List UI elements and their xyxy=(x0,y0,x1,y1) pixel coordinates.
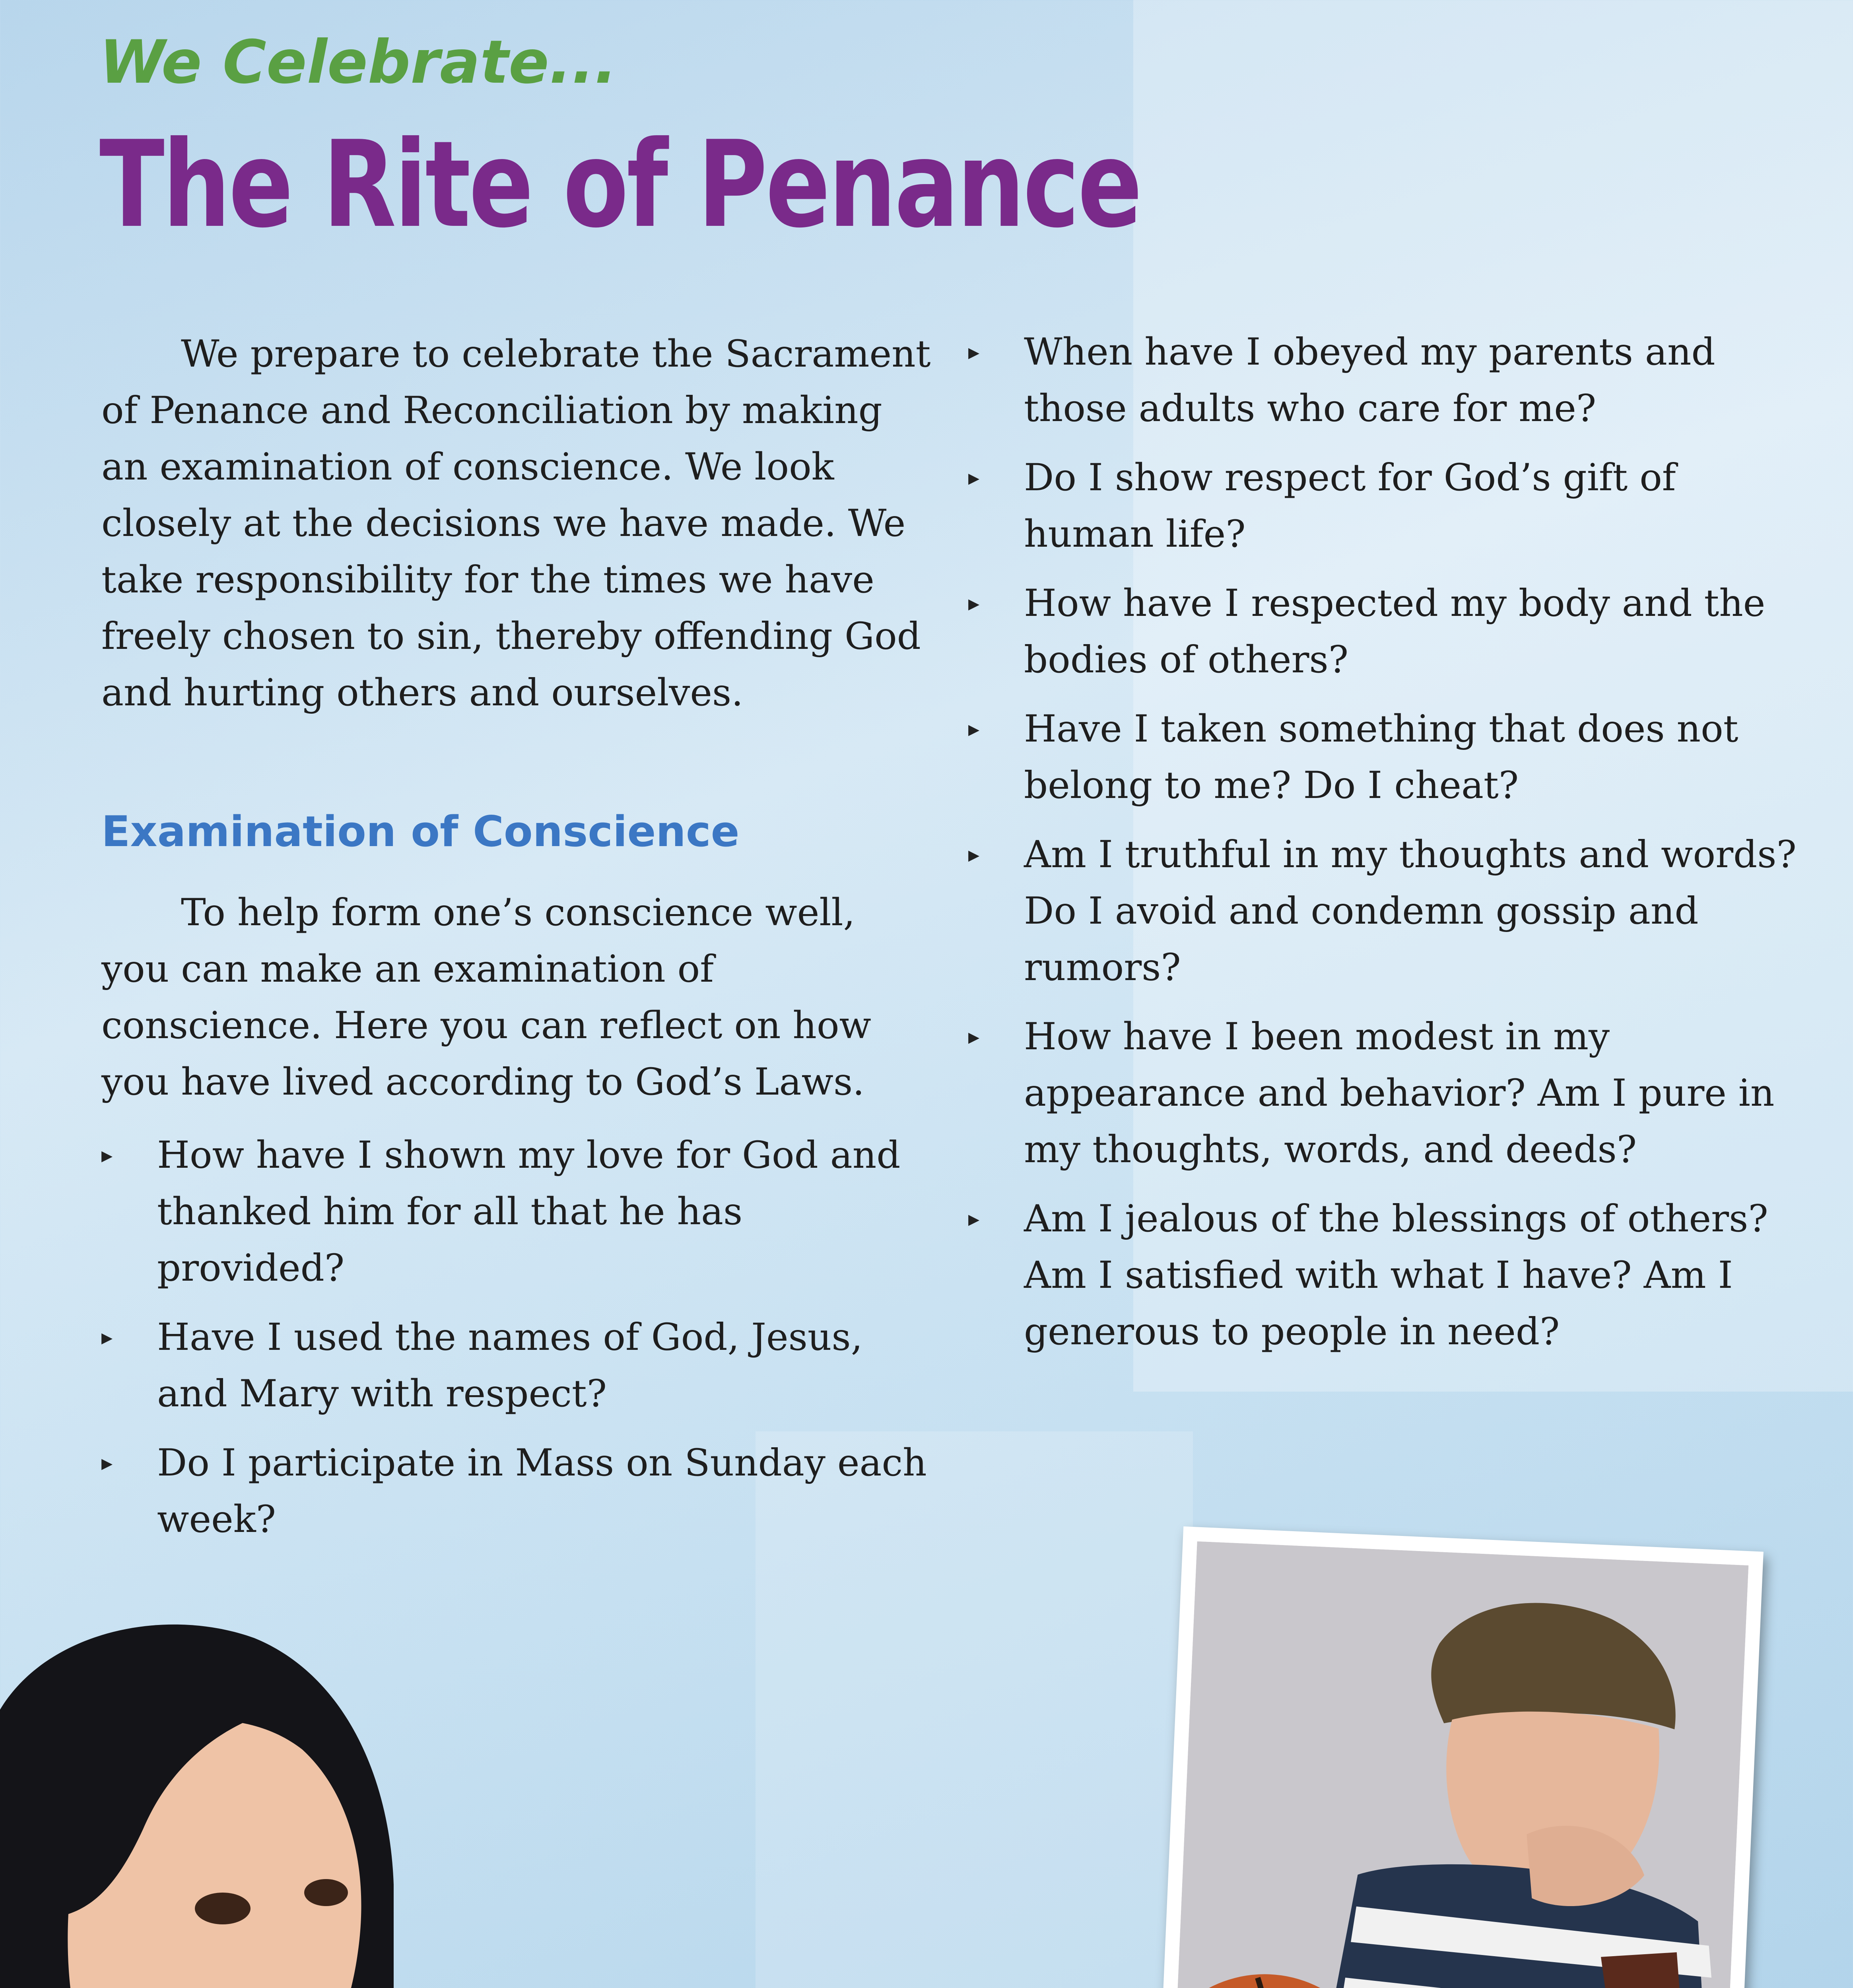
bullet-icon: ▸ xyxy=(101,1324,113,1350)
list-item xyxy=(101,1309,936,1422)
intro-paragraph: We prepare to celebrate the Sacrament of Penance and Reconciliation by making an examination of conscience. We look closely at the decisions we have made. We take responsibility for the times we have freely chosen to sin, thereby offending God and hurting others and ourselves. xyxy=(101,332,931,714)
list-item xyxy=(968,575,1811,688)
question-text: Have I used the names of God, Jesus, and Mary with respect? xyxy=(157,1316,863,1415)
questions-right-list xyxy=(968,324,1811,1373)
list-item xyxy=(101,1127,936,1297)
list-item xyxy=(968,1191,1811,1360)
bullet-icon: ▸ xyxy=(968,465,980,491)
question-text: How have I respected my body and the bodies of others? xyxy=(1024,582,1766,681)
bullet-icon: ▸ xyxy=(968,716,980,742)
list-item xyxy=(968,827,1811,996)
bullet-icon: ▸ xyxy=(968,1206,980,1232)
list-item xyxy=(101,1435,936,1548)
question-text: Do I show respect for God’s gift of human life? xyxy=(1024,456,1676,556)
question-text: When have I obeyed my parents and those adults who care for me? xyxy=(1024,330,1715,430)
question-text: Am I truthful in my thoughts and words? Do I avoid and condemn gossip and rumors? xyxy=(1024,833,1797,989)
list-item xyxy=(968,324,1811,437)
list-item xyxy=(968,1009,1811,1178)
list-item xyxy=(968,701,1811,814)
section-heading: Examination of Conscience xyxy=(101,807,740,856)
bullet-icon: ▸ xyxy=(101,1450,113,1476)
section-kicker: We Celebrate... xyxy=(99,28,617,97)
bullet-icon: ▸ xyxy=(968,339,980,365)
page-title: The Rite of Penance xyxy=(99,115,1141,254)
intro-text xyxy=(101,326,932,721)
praying-woman-photo xyxy=(0,1606,684,1988)
bullet-icon: ▸ xyxy=(968,590,980,616)
question-text: How have I been modest in my appearance and behavior? Am I pure in my thoughts, words, and deeds? xyxy=(1024,1015,1775,1171)
bullet-icon: ▸ xyxy=(968,1024,980,1050)
question-text: Have I taken something that does not belong to me? Do I cheat? xyxy=(1024,707,1738,807)
question-text: Am I jealous of the blessings of others? Am I satisfied with what I have? Am I generous to people in need? xyxy=(1024,1197,1768,1353)
list-item xyxy=(968,450,1811,563)
bullet-icon: ▸ xyxy=(968,842,980,868)
section-paragraph: To help form one’s conscience well, you can make an examination of conscience. Here you can reflect on how you have lived according to God’s Laws. xyxy=(101,891,871,1104)
bullet-icon: ▸ xyxy=(101,1142,113,1168)
question-text: How have I shown my love for God and thanked him for all that he has provided? xyxy=(157,1134,901,1290)
questions-left-list xyxy=(101,1127,936,1561)
question-text: Do I participate in Mass on Sunday each week? xyxy=(157,1441,927,1541)
section-text xyxy=(101,885,932,1110)
boy-with-basketball-photo xyxy=(1151,1526,1764,1988)
